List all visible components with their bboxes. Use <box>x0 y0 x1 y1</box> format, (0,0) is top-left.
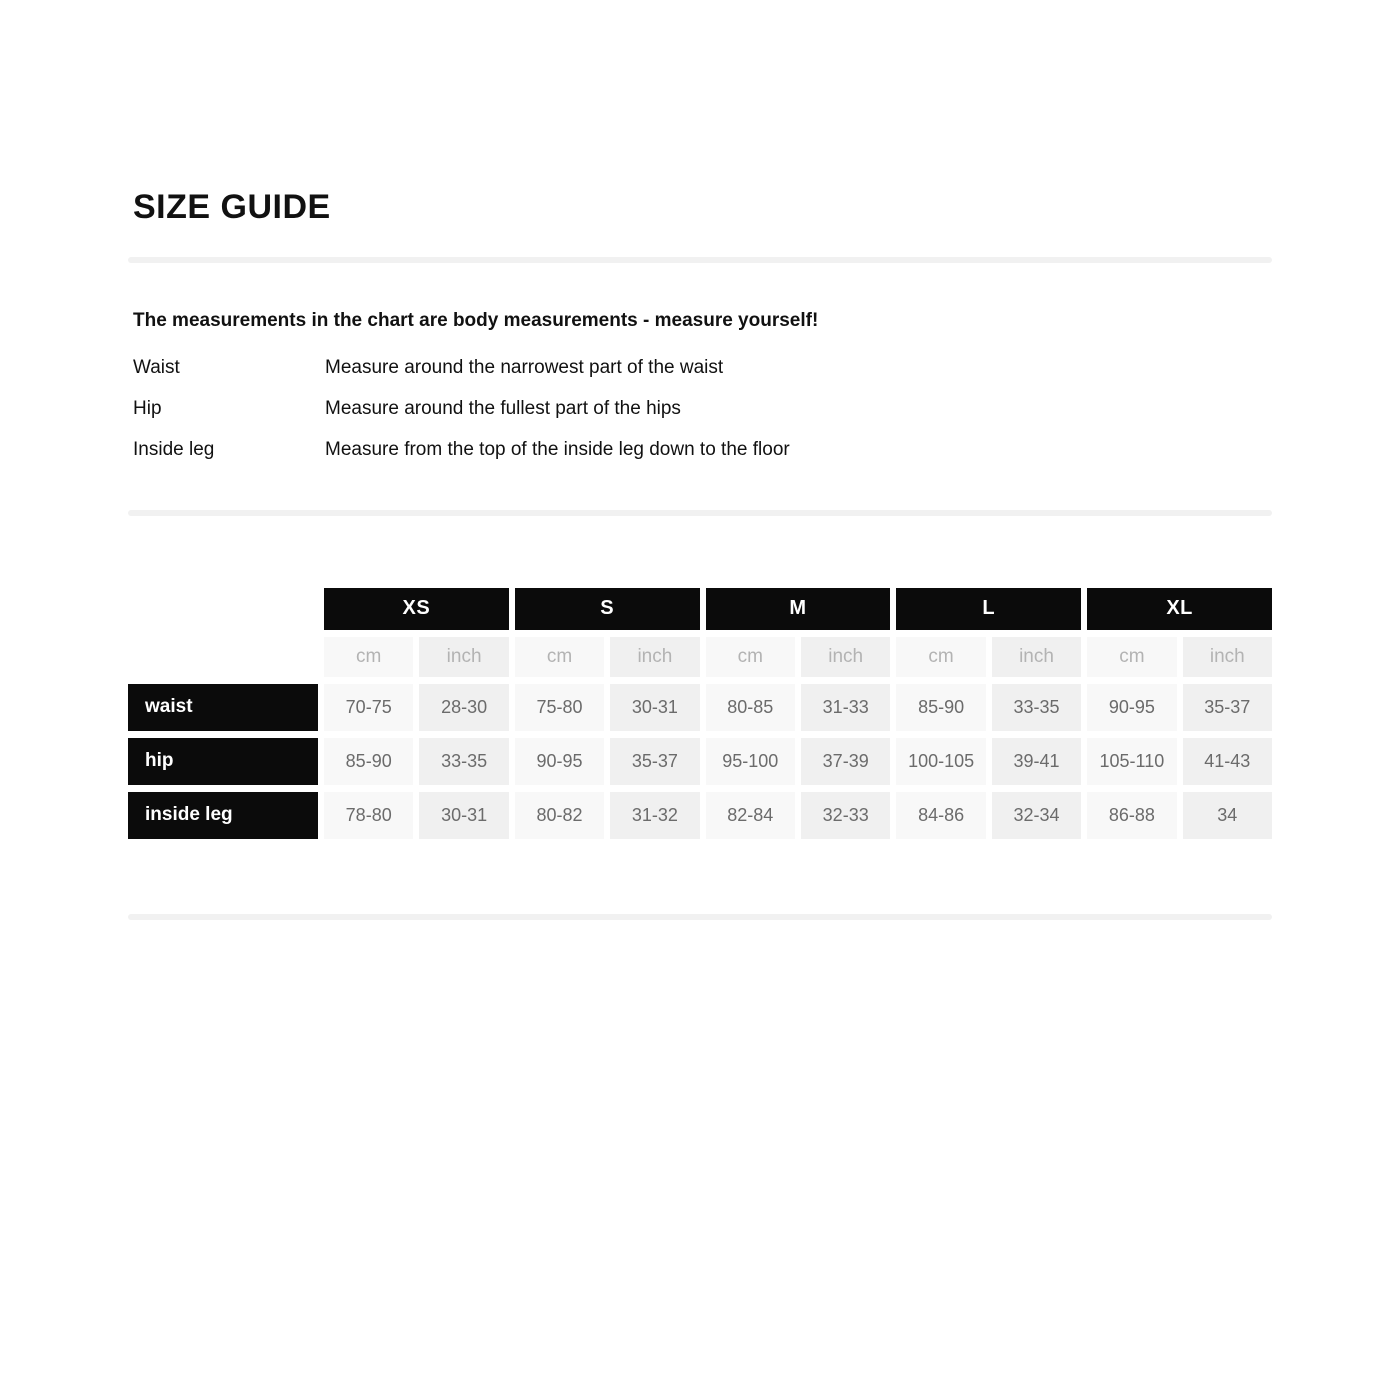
page-title: SIZE GUIDE <box>133 188 331 226</box>
definition-row <box>133 358 1272 378</box>
table-cell: 85-90 <box>324 738 413 785</box>
table-cell: 30-31 <box>610 684 699 731</box>
unit-header-cm: cm <box>706 637 795 677</box>
table-cell: 90-95 <box>1087 684 1176 731</box>
table-cell: 37-39 <box>801 738 890 785</box>
table-cell: 82-84 <box>706 792 795 839</box>
table-cell: 33-35 <box>419 738 508 785</box>
unit-header-cm: cm <box>324 637 413 677</box>
unit-header-cm: cm <box>1087 637 1176 677</box>
definition-description: Measure from the top of the inside leg down to the floor <box>325 438 790 460</box>
table-corner-spacer <box>128 588 318 630</box>
size-column-header-s: S <box>515 588 700 630</box>
table-cell: 30-31 <box>419 792 508 839</box>
row-label-inside-leg: inside leg <box>128 792 318 839</box>
table-cell: 31-33 <box>801 684 890 731</box>
table-cell: 32-33 <box>801 792 890 839</box>
table-cell: 31-32 <box>610 792 699 839</box>
unit-header-inch: inch <box>1183 637 1272 677</box>
table-cell: 85-90 <box>896 684 985 731</box>
table-cell: 78-80 <box>324 792 413 839</box>
unit-header-inch: inch <box>610 637 699 677</box>
table-cell: 86-88 <box>1087 792 1176 839</box>
table-cell: 35-37 <box>610 738 699 785</box>
table-cell: 34 <box>1183 792 1272 839</box>
table-cell: 32-34 <box>992 792 1081 839</box>
unit-header-inch: inch <box>419 637 508 677</box>
definition-term: Inside leg <box>133 438 215 460</box>
table-cell: 90-95 <box>515 738 604 785</box>
size-column-header-l: L <box>896 588 1081 630</box>
row-label-waist: waist <box>128 684 318 731</box>
table-cell: 41-43 <box>1183 738 1272 785</box>
table-cell: 39-41 <box>992 738 1081 785</box>
table-cell: 33-35 <box>992 684 1081 731</box>
unit-header-cm: cm <box>515 637 604 677</box>
definition-term: Hip <box>133 397 162 419</box>
size-column-header-m: M <box>706 588 891 630</box>
divider <box>128 914 1272 920</box>
table-cell: 95-100 <box>706 738 795 785</box>
intro-text: The measurements in the chart are body measurements - measure yourself! <box>133 310 819 331</box>
row-label-hip: hip <box>128 738 318 785</box>
definition-row <box>133 399 1272 419</box>
divider <box>128 510 1272 516</box>
size-table <box>128 588 1272 839</box>
definition-row <box>133 440 1272 460</box>
table-cell: 100-105 <box>896 738 985 785</box>
unit-header-inch: inch <box>992 637 1081 677</box>
table-cell: 80-82 <box>515 792 604 839</box>
size-column-header-xs: XS <box>324 588 509 630</box>
table-cell: 35-37 <box>1183 684 1272 731</box>
measurement-definitions <box>133 358 1272 460</box>
table-corner-spacer <box>128 637 318 677</box>
divider <box>128 257 1272 263</box>
unit-header-cm: cm <box>896 637 985 677</box>
size-column-header-xl: XL <box>1087 588 1272 630</box>
definition-term: Waist <box>133 356 180 378</box>
table-cell: 70-75 <box>324 684 413 731</box>
table-cell: 28-30 <box>419 684 508 731</box>
table-cell: 84-86 <box>896 792 985 839</box>
definition-description: Measure around the fullest part of the hips <box>325 397 681 419</box>
unit-header-inch: inch <box>801 637 890 677</box>
table-cell: 105-110 <box>1087 738 1176 785</box>
definition-description: Measure around the narrowest part of the waist <box>325 356 724 378</box>
table-cell: 75-80 <box>515 684 604 731</box>
table-cell: 80-85 <box>706 684 795 731</box>
